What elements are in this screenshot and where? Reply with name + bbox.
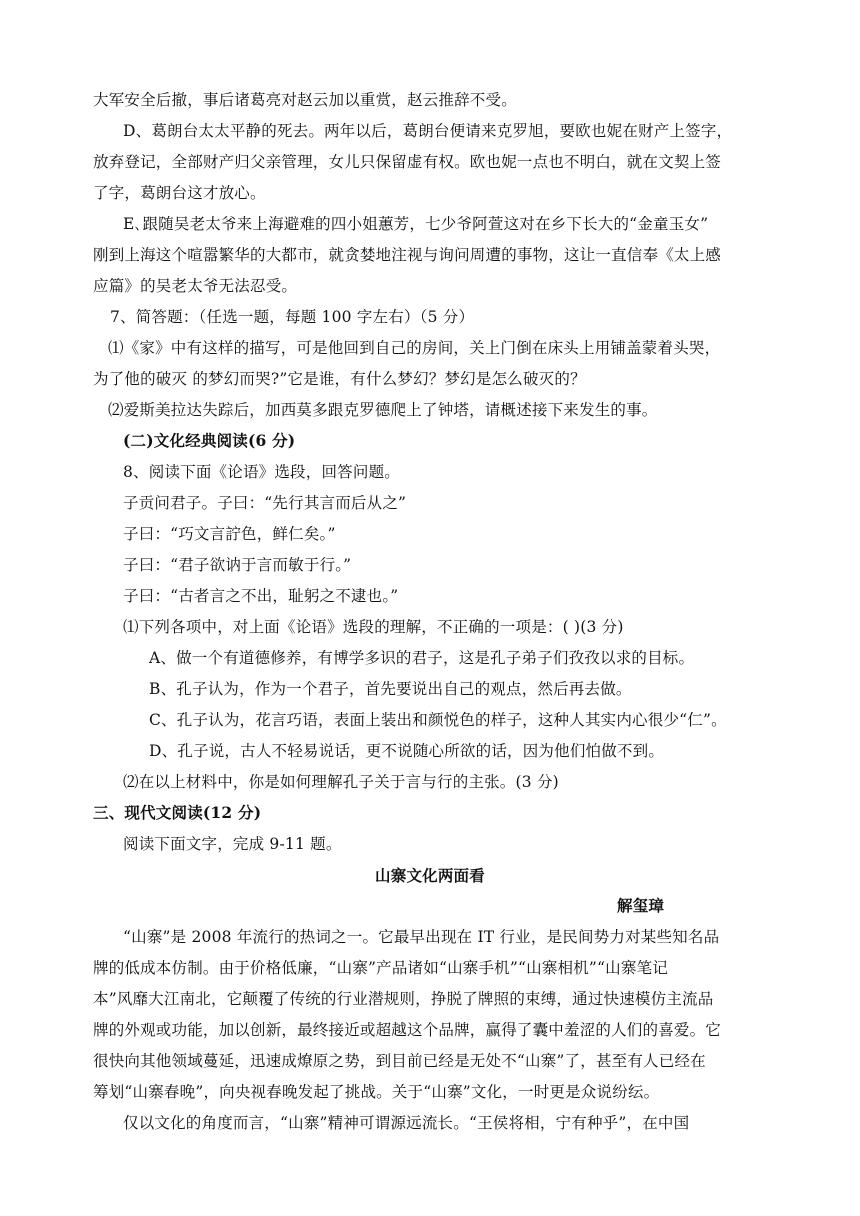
article-title: 山寨文化两面看 bbox=[375, 866, 485, 885]
text-line: 大军安全后撤，事后诸葛亮对赵云加以重赏，赵云推辞不受。 bbox=[93, 91, 517, 109]
choice-a: A、做一个有道德修养，有博学多识的君子，这是孔子弟子们孜孜以求的目标。 bbox=[149, 649, 695, 667]
question-8-sub-2: ⑵在以上材料中，你是如何理解孔子关于言与行的主张。(3 分) bbox=[123, 773, 559, 791]
analects-quote: 子曰：“古者言之不出，耻躬之不逮也。” bbox=[123, 587, 399, 605]
text-line: 应篇》的吴老太爷无法忍受。 bbox=[93, 277, 298, 295]
article-author: 解玺璋 bbox=[617, 896, 665, 915]
section-heading-modern: 三、现代文阅读(12 分) bbox=[93, 803, 262, 822]
question-7-item-2: ⑵爱斯美拉达失踪后，加西莫多跟克罗德爬上了钟塔，请概述接下来发生的事。 bbox=[108, 401, 658, 419]
analects-quote: 子曰：“君子欲讷于言而敏于行。” bbox=[123, 556, 352, 574]
text-line: 了字，葛朗台这才放心。 bbox=[93, 184, 266, 202]
text-line: 为了他的破灭 的梦幻而哭?”它是谁，有什么梦幻？梦幻是怎么破灭的？ bbox=[93, 370, 586, 388]
paragraph-line: 筹划“山寨春晚”，向央视春晚发起了挑战。关于“山寨”文化，一时更是众说纷纭。 bbox=[93, 1083, 660, 1101]
paragraph-line: 牌的低成本仿制。由于价格低廉，“山寨”产品诸如“山寨手机”“山寨相机”“山寨笔记 bbox=[93, 959, 668, 977]
paragraph-line: “山寨”是 2008 年流行的热词之一。它最早出现在 IT 行业，是民间势力对某些知名品 bbox=[123, 928, 720, 946]
choice-d: D、孔子说，古人不轻易说话，更不说随心所欲的话，因为他们怕做不到。 bbox=[149, 742, 665, 760]
paragraph-line: 仅以文化的角度而言，“山寨”精神可谓源远流长。“王侯将相，宁有种乎”，在中国 bbox=[123, 1114, 690, 1132]
choice-b: B、孔子认为，作为一个君子，首先要说出自己的观点，然后再去做。 bbox=[149, 680, 632, 698]
question-8-sub-1: ⑴下列各项中，对上面《论语》选段的理解，不正确的一项是：( )(3 分) bbox=[123, 618, 624, 636]
paragraph-line: 本”风靡大江南北，它颠覆了传统的行业潜规则，挣脱了牌照的束缚，通过快速模仿主流品 bbox=[93, 990, 714, 1008]
choice-c: C、孔子认为，花言巧语，表面上装出和颜悦色的样子，这种人其实内心很少“仁”。 bbox=[149, 711, 727, 729]
analects-quote: 子贡问君子。子曰：“先行其言而后从之” bbox=[123, 494, 407, 512]
section-heading-classics: (二)文化经典阅读(6 分) bbox=[123, 431, 296, 450]
analects-quote: 子曰：“巧文言詝色，鲜仁矣。” bbox=[123, 525, 336, 543]
question-8-heading: 8、阅读下面《论语》选段，回答问题。 bbox=[123, 463, 400, 481]
question-7-heading: 7、简答题：（任选一题，每题 100 字左右）（5 分） bbox=[110, 308, 475, 326]
option-e-line: E､跟随吴老太爷来上海避难的四小姐蕙芳，七少爷阿萱这对在乡下长大的“金童玉女” bbox=[123, 215, 709, 233]
paragraph-line: 很快向其他领域蔓延，迅速成燎原之势，到目前已经是无处不“山寨”了，甚至有人已经在 bbox=[93, 1052, 706, 1070]
option-d-line: D、葛朗台太太平静的死去。两年以后，葛朗台便请来克罗旭，要欧也妮在财产上签字， bbox=[123, 122, 733, 140]
paragraph-line: 牌的外观或功能，加以创新，最终接近或超越这个品牌，赢得了囊中羞涩的人们的喜爱。它 bbox=[93, 1021, 722, 1039]
text-line: 放弃登记，全部财产归父亲管理，女儿只保留虚有权。欧也妮一点也不明白，就在文契上签 bbox=[93, 153, 722, 171]
question-7-item-1: ⑴《家》中有这样的描写，可是他回到自己的房间，关上门倒在床头上用铺盖蒙着头哭， bbox=[108, 339, 721, 357]
reading-instruction: 阅读下面文字，完成 9-11 题。 bbox=[123, 835, 342, 853]
text-line: 刚到上海这个喧嚣繁华的大都市，就贪婪地注视与询问周遭的事物，这让一直信奉《太上感 bbox=[93, 246, 722, 264]
